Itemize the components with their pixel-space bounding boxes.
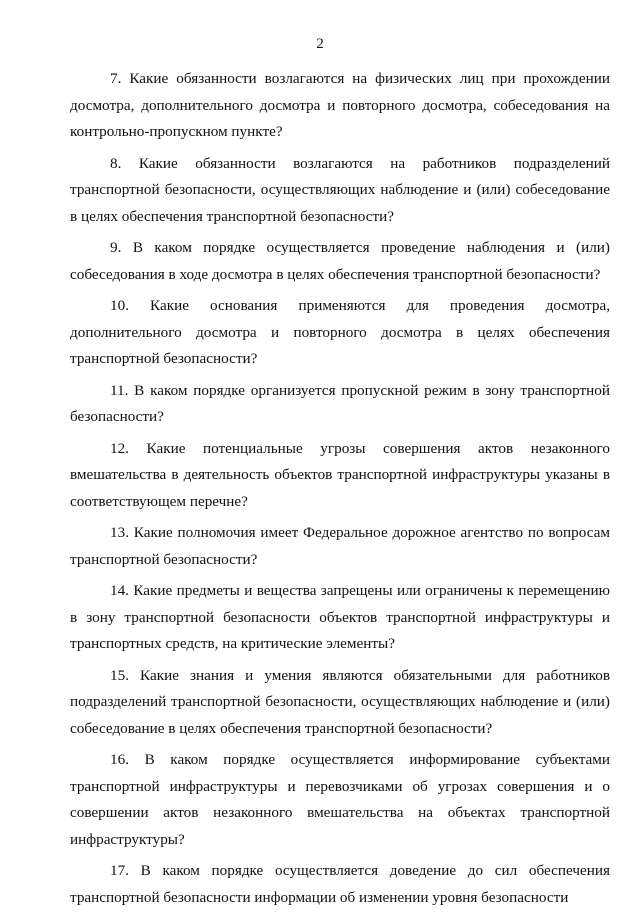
- question-item: 7. Какие обязанности возлагаются на физических лиц при прохождении досмотра, дополнительного досмотра и повторного досмотра, собеседования на контрольно-пропускном пункте?: [70, 70, 610, 140]
- page-number: 2: [316, 36, 324, 52]
- question-item: 17. В каком порядке осуществляется доведение до сил обеспечения транспортной безопасности информации об изменении уровня безопасности: [70, 862, 610, 906]
- question-item: 14. Какие предметы и вещества запрещены или ограничены к перемещению в зону транспортной безопасности объектов транспортной инфраструктуры и транспортных средств, на критические элементы?: [70, 582, 610, 652]
- question-item: 15. Какие знания и умения являются обязательными для работников подразделений транспортной безопасности, осуществляющих наблюдение и (или) собеседование в целях обеспечения транспортной безопасности?: [70, 666, 610, 737]
- question-item: 8. Какие обязанности возлагаются на работников подразделений транспортной безопасности, осуществляющих наблюдение и (или) собеседование в целях обеспечения транспортной безопасности?: [70, 154, 610, 225]
- question-item: 10. Какие основания применяются для проведения досмотра, дополнительного досмотра и повторного досмотра в целях обеспечения транспортной безопасности?: [70, 297, 610, 367]
- question-list: [70, 66, 610, 916]
- question-item: 13. Какие полномочия имеет Федеральное дорожное агентство по вопросам транспортной безопасности?: [70, 524, 610, 568]
- question-item: 11. В каком порядке организуется пропускной режим в зону транспортной безопасности?: [70, 381, 610, 425]
- question-item: 9. В каком порядке осуществляется проведение наблюдения и (или) собеседования в ходе досмотра в целях обеспечения транспортной безопасности?: [70, 239, 610, 283]
- question-item: 12. Какие потенциальные угрозы совершения актов незаконного вмешательства в деятельность объектов транспортной инфраструктуры указаны в соответствующем перечне?: [70, 439, 610, 510]
- question-item: 16. В каком порядке осуществляется информирование субъектами транспортной инфраструктуры и перевозчиками об угрозах совершения и о совершении актов незаконного вмешательства на объектах транспортной инфраструктуры?: [70, 751, 610, 848]
